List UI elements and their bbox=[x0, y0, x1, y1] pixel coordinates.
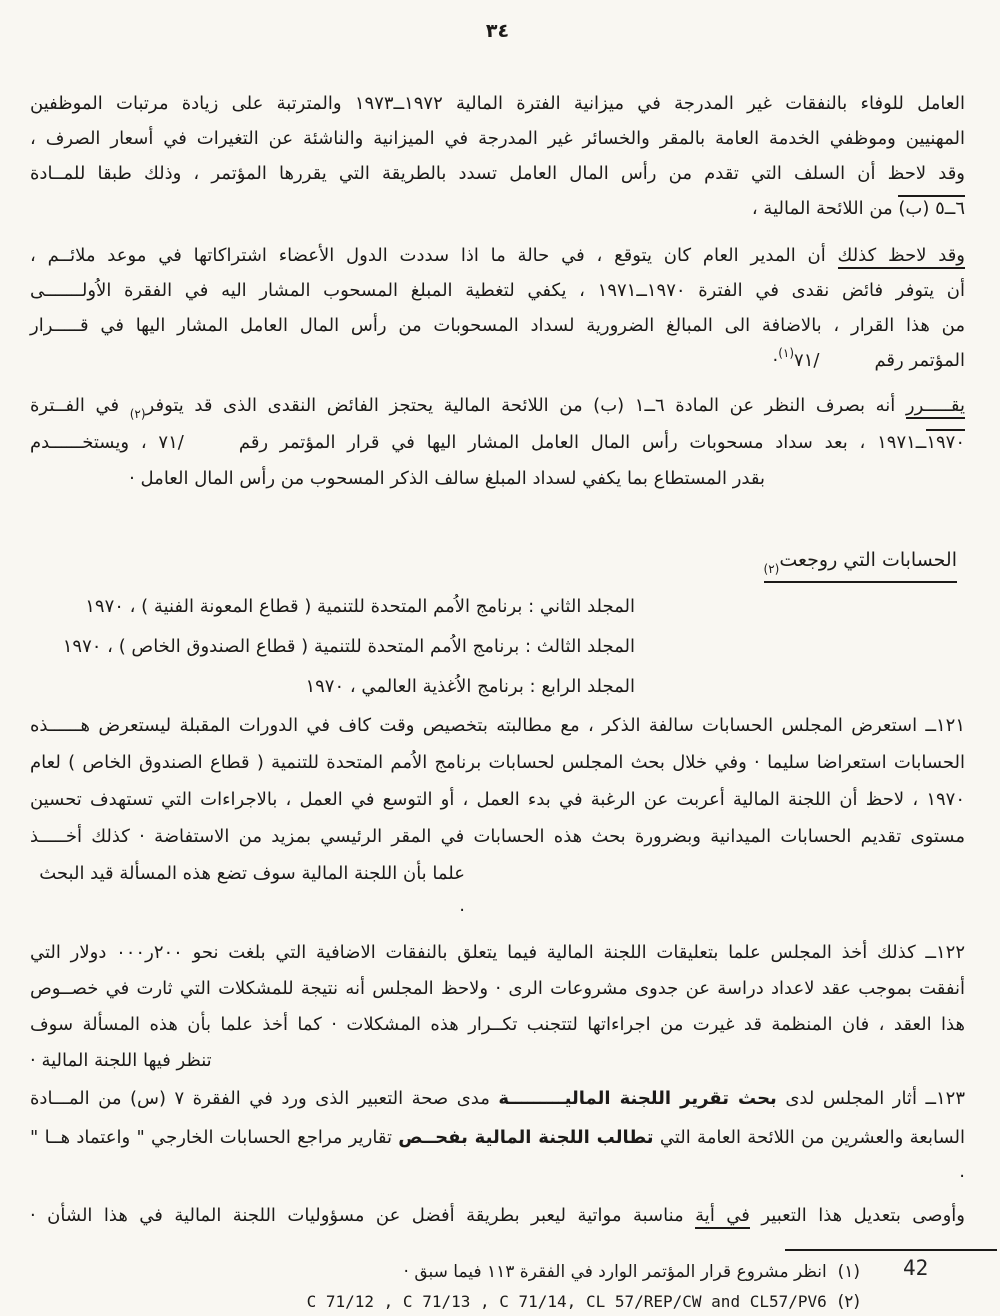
underlined-phrase: في أية bbox=[695, 1205, 750, 1229]
document-reference-codes: C 71/12 , C 71/13 , C 71/14, CL 57/REP/CW and CL57/PV6 bbox=[306, 1292, 827, 1311]
footnote-marker-2: (٢) bbox=[837, 1292, 860, 1312]
footnote-text: انظر مشروع قرار المؤتمر الوارد في الفقرة ١١٣ فيما سبق · bbox=[403, 1262, 827, 1282]
section-heading-text: الحسابات التي روجعت bbox=[779, 549, 957, 571]
paragraph-line bbox=[30, 191, 965, 226]
footnote-marker-1: (١) bbox=[837, 1262, 860, 1282]
paragraph-line: علما بأن اللجنة المالية سوف تضع هذه المسألة قيد البحث · bbox=[39, 863, 465, 921]
paragraph-line: ١٢١ــ استعرض المجلس الحسابات سالفة الذكر ، مع مطالبته بتخصيص وقت كاف في الدورات المقبلة ليستعرض هــــــذه bbox=[30, 715, 965, 736]
paragraph-line-text: تقارير مراجع الحسابات الخارجي " واعتماد هــا " · bbox=[30, 1127, 965, 1187]
paragraph-line bbox=[30, 388, 965, 425]
volume-list-item: المجلد الثالث : برنامج الاُمم المتحدة للتنمية ( قطاع الصندوق الخاص ) ، ١٩٧٠ bbox=[62, 636, 635, 657]
footnote-marker-2: (٢) bbox=[129, 407, 146, 421]
volume-list-item: المجلد الرابع : برنامج الاُغذية العالمي ، ١٩٧٠ bbox=[305, 676, 635, 697]
paragraph-line: وقد لاحظ أن السلف التي تقدم من رأس المال العامل تسدد بالطريقة التي يقررها المؤتمر ، وذلك طبقا للمــادة bbox=[30, 163, 965, 184]
volume-list-item: المجلد الثاني : برنامج الاُمم المتحدة للتنمية ( قطاع المعونة الفنية ) ، ١٩٧٠ bbox=[85, 596, 635, 617]
paragraph-line-text: في الفــترة bbox=[30, 395, 130, 416]
footnote-marker-2: (٢) bbox=[763, 562, 780, 576]
paragraph-line-text: المؤتمر رقم bbox=[874, 350, 965, 371]
paragraph-line-text: وأوصى بتعديل هذا التعبير bbox=[749, 1205, 965, 1226]
article-reference-overlined: ٦ــ٥ (ب) bbox=[898, 195, 965, 219]
paragraph-carryover bbox=[30, 86, 965, 226]
lead-phrase-underlined: وقد لاحظ كذلك bbox=[838, 245, 965, 269]
paragraph-line-text: من اللائحة المالية ، bbox=[751, 198, 899, 219]
paragraph-line: أنفقت بموجب عقد لاعداد دراسة عن جدوى مشروعات الرى · ولاحظ المجلس أنه نتيجة للمشكلات التي ثارت في خصــوص bbox=[30, 978, 965, 999]
paragraph-noted-also bbox=[30, 238, 965, 380]
page-number-bottom: 42 bbox=[903, 1256, 929, 1280]
paragraph-line: ١٩٧٠ ، لاحظ أن اللجنة المالية أعربت عن الرغبة في بدء العمل ، أو التوسع في العمل ، بالاجراءات التي تستهدف تحسين bbox=[30, 789, 965, 810]
footnote-2 bbox=[30, 1287, 860, 1316]
paragraph-121 bbox=[30, 707, 965, 929]
paragraph-line: مستوى تقديم الحسابات الميدانية وبضرورة بحث هذه الحسابات في المقر الرئيسي بمزيد من الاستفاضة · كذلك أخـــــذ bbox=[30, 826, 965, 847]
decision-keyword-underlined: يقـــــرر bbox=[906, 395, 965, 419]
paragraph-line: أن يتوفر فائض نقدى في الفترة ١٩٧٠ــ١٩٧١ ، يكفي لتغطية المبلغ المسحوب المشار اليه في الفقرة الاُولـــــــى bbox=[30, 280, 965, 301]
paragraph-line-text: السابعة والعشرين من اللائحة العامة التي bbox=[653, 1127, 965, 1148]
paragraph-line-text: ــ١٩٧١ ، بعد سداد مسحوبات رأس المال العامل المشار اليها في قرار المؤتمر رقم bbox=[238, 432, 927, 453]
paragraph-122 bbox=[30, 935, 965, 1079]
paragraph-line-text: أن المدير العام كان يتوقع ، في حالة ما اذا سددت الدول الأعضاء اشتراكاتها في موعد ملائــم ، bbox=[30, 245, 838, 266]
paragraph-line bbox=[30, 425, 965, 461]
paragraph-123 bbox=[30, 1079, 965, 1235]
paragraph-line bbox=[30, 1118, 965, 1196]
paragraph-line-text: أنه بصرف النظر عن المادة ٦ــ١ (ب) من اللائحة المالية يحتجز الفائض النقدى الذى قد يتوفر bbox=[145, 395, 906, 416]
paragraph-line bbox=[30, 343, 965, 380]
paragraph-line-text: مدى صحة التعبير الذى ورد في الفقرة ٧ (س) من المـــادة bbox=[30, 1088, 499, 1109]
paragraph-line bbox=[30, 238, 965, 273]
resolution-number: /٧١ bbox=[794, 350, 820, 371]
paragraph-decides bbox=[30, 388, 965, 497]
paragraph-line: العامل للوفاء بالنفقات غير المدرجة في ميزانية الفترة المالية ١٩٧٢ــ١٩٧٣ والمترتبة على زيادة مرتبات الموظفين bbox=[30, 93, 965, 114]
paragraph-line: تنظر فيها اللجنة المالية · bbox=[30, 1050, 212, 1071]
paragraph-line: من هذا القرار ، بالاضافة الى المبالغ الضرورية لسداد المسحوبات من رأس المال العامل المشار اليها في قـــــرار bbox=[30, 315, 965, 336]
paragraph-line: هذا العقد ، فان المنظمة قد غيرت من اجراءاتها لتتجنب تكــرار هذه المشكلات · كما أخذ علما بأن هذه المسألة سوف bbox=[30, 1014, 965, 1035]
paragraph-line bbox=[30, 1196, 965, 1235]
bold-phrase: بحث تقرير اللجنة الماليـــــــــة bbox=[498, 1088, 777, 1109]
footnote-1 bbox=[30, 1257, 860, 1287]
footnote-marker-1: (١) bbox=[778, 346, 795, 360]
paragraph-line-text: ١٢٣ــ أثار المجلس لدى bbox=[776, 1088, 966, 1109]
section-heading-underline bbox=[763, 549, 958, 583]
paragraph-line-text: مناسبة مواتية ليعبر بطريقة أفضل عن مسؤوليات اللجنة المالية في هذا الشأن · bbox=[30, 1205, 696, 1226]
footnotes bbox=[30, 1257, 860, 1316]
period-mark: · bbox=[772, 350, 779, 371]
bold-phrase: تطالب اللجنة المالية بفحــص bbox=[398, 1127, 654, 1148]
resolution-number: /٧١ ، ويستخــــــدم bbox=[30, 432, 184, 453]
year-overlined: ١٩٧٠ bbox=[926, 429, 965, 453]
paragraph-line: بقدر المستطاع بما يكفي لسداد المبلغ سالف الذكر المسحوب من رأس المال العامل · bbox=[129, 468, 765, 489]
volume-list bbox=[30, 587, 635, 707]
paragraph-line: الحسابات استعراضا سليما · وفي خلال بحث المجلس لحسابات برنامج الاُمم المتحدة للتنمية ( قطاع الصندوق الخاص ) لعام bbox=[30, 752, 965, 773]
page-number-top: ٣٤ bbox=[485, 20, 510, 42]
paragraph-line: ١٢٢ــ كذلك أخذ المجلس علما بتعليقات اللجنة المالية فيما يتعلق بالنفقات الاضافية التي بلغت نحو ٢٠٠ر٠٠٠ دولار التي bbox=[30, 942, 965, 963]
section-heading bbox=[30, 549, 957, 576]
paragraph-line: المهنيين وموظفي الخدمة العامة بالمقر والخسائر غير المدرجة في الميزانية والناشئة عن التغيرات في أسعار الصرف ، bbox=[30, 128, 965, 149]
footnote-separator-rule bbox=[785, 1249, 997, 1251]
paragraph-line bbox=[30, 1079, 965, 1118]
